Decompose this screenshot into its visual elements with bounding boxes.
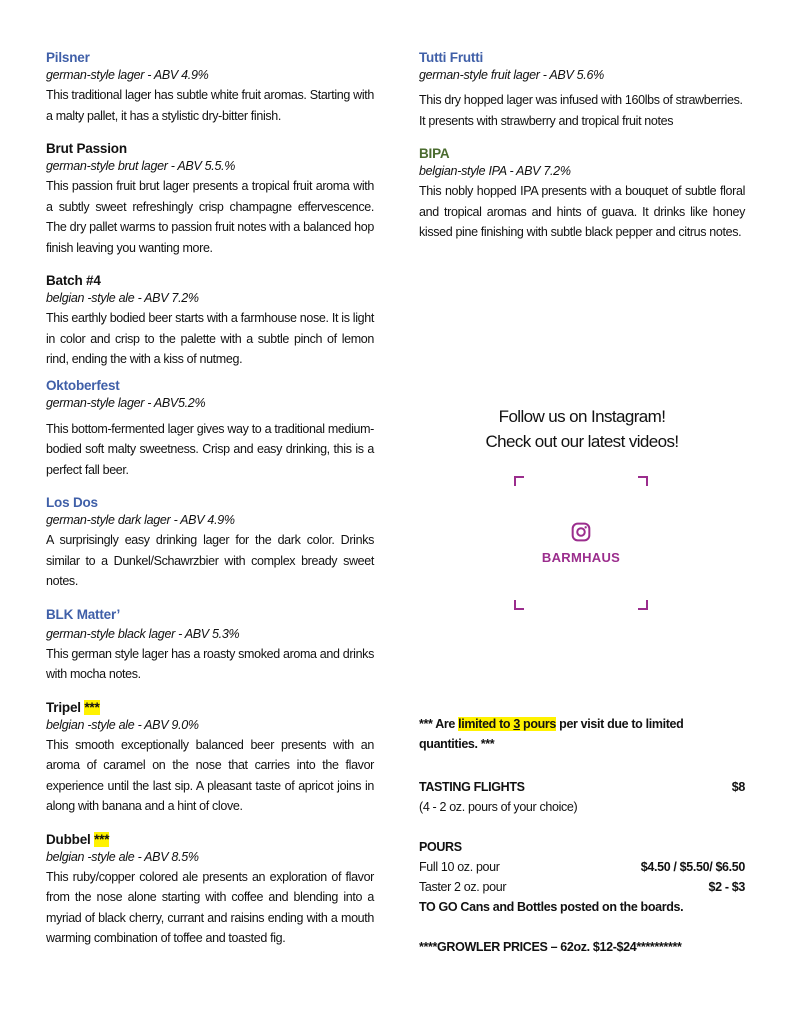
to-go-text: TO GO Cans and Bottles posted on the boards. [419,900,684,914]
beer-style: german-style lager - ABV5.2% [46,395,206,410]
taster-pour-label: Taster 2 oz. pour [419,880,507,894]
taster-pour-price: $2 - $3 [708,880,745,894]
beer-name: Tutti Frutti [419,50,484,65]
tasting-flights-section [419,777,745,817]
limited-marker: *** [84,699,100,715]
growler-prices [419,937,745,957]
left-column [46,50,374,964]
beer-style: belgian -style ale - ABV 8.5% [46,849,199,864]
frame-corner [514,476,524,486]
flights-label: TASTING FLIGHTS [419,780,525,794]
flights-sub: (4 - 2 oz. pours of your choice) [419,800,578,814]
to-go-note [419,897,745,917]
beer-entry-los-dos [46,495,374,592]
beer-entry-dubbel [46,832,374,949]
limit-note [419,714,745,754]
beer-entry-batch-4 [46,273,374,370]
beer-description: This traditional lager has subtle white fruit aromas. Starting with a malty pallet, it has a stylistic dry-bitter finish. [46,88,374,123]
full-pour-label: Full 10 oz. pour [419,860,500,874]
beer-description: This passion fruit brut lager presents a tropical fruit aroma with a subtly sweet refreshingly crisp champagne effervescence. The dry pallet warms to passion fruit notes with a balanced hop finish leaving you wanting more. [46,179,374,255]
note-highlight-b: pours [519,717,557,731]
beer-description: A surprisingly easy drinking lager for the dark color. Drinks similar to a Dunkel/Schawrzbier with complex bready sweet notes. [46,533,374,588]
beer-name: Tripel [46,699,81,715]
beer-style: german-style black lager - ABV 5.3% [46,626,240,641]
pricing-info [419,714,745,957]
beer-description: This german style lager has a roasty smoked aroma and drinks with mocha notes. [46,646,374,681]
frame-corner [638,600,648,610]
beer-name: Brut Passion [46,141,127,156]
beer-name-row [46,700,374,716]
frame-corner [514,600,524,610]
instagram-icon [571,522,591,542]
instagram-nametag[interactable] [514,476,648,610]
beer-description: This earthly bodied beer starts with a farmhouse nose. It is light in color and crisp to the palette with a subtle pinch of lemon rind, ending the with a kiss of nutmeg. [46,311,374,366]
beer-style: belgian -style ale - ABV 9.0% [46,717,199,732]
instagram-line-1: Follow us on Instagram! [498,407,666,426]
beer-style: belgian-style IPA - ABV 7.2% [419,164,571,178]
beer-name: Pilsner [46,50,90,65]
beer-style: german-style brut lager - ABV 5.5.% [46,159,236,173]
note-highlight-a: limited to [458,717,514,731]
limited-marker: *** [94,831,110,847]
beer-name: BIPA [419,146,450,161]
beer-description: This nobly hopped IPA presents with a bouquet of subtle floral and tropical aromas and hints of guava. It drinks like honey kissed pine finishing with subtle black pepper and citrus notes. [419,184,745,239]
beer-name: Oktoberfest [46,377,120,393]
pours-heading [419,837,745,857]
growler-text: ****GROWLER PRICES – 62oz. $12-$24********** [419,940,682,954]
beer-name: Los Dos [46,495,98,510]
flights-row [419,777,745,797]
beer-description: This smooth exceptionally balanced beer presents with an aroma of caramel on the nose that carries into the flavor experience until the last sip. A pleasant taste of apricot joins in along with banana and a hint of clove. [46,737,374,813]
instagram-callout [419,404,745,454]
beer-style: german-style lager - ABV 4.9% [46,68,209,82]
beer-entry-oktoberfest [46,378,374,481]
beer-description: This bottom-fermented lager gives way to a traditional medium-bodied soft malty sweetness. Crisp and easy drinking, this is a perfect fall beer. [46,421,374,477]
note-highlight [458,717,556,731]
beer-name: Dubbel [46,831,91,847]
beer-entry-tripel [46,700,374,817]
note-highlight-number: 3 [513,717,520,731]
right-column [419,50,745,258]
full-pour-row [419,857,745,877]
full-pour-price: $4.50 / $5.50/ $6.50 [640,860,745,874]
beer-style: german-style dark lager - ABV 4.9% [46,513,235,527]
beer-name: BLK Matter’ [46,606,121,622]
beer-name-row [46,832,374,848]
flights-price: $8 [731,780,745,794]
note-suffix: per visit due to limited quantities. *** [419,717,684,751]
taster-pour-row [419,877,745,897]
beer-style: german-style fruit lager - ABV 5.6% [419,68,604,82]
pours-label: POURS [419,840,462,854]
beer-entry-tutti-frutti [419,50,745,131]
pours-section [419,837,745,917]
beer-entry-bipa [419,146,745,243]
beer-name: Batch #4 [46,273,101,288]
beer-entry-pilsner [46,50,374,126]
instagram-handle: BARMHAUS [541,550,621,565]
beer-entry-brut-passion [46,141,374,258]
beer-description: This dry hopped lager was infused with 160lbs of strawberries. It presents with strawberry and tropical fruit notes [419,93,743,128]
note-prefix: *** Are [419,717,459,731]
frame-corner [638,476,648,486]
instagram-line-2: Check out our latest videos! [485,432,679,451]
beer-entry-blk-matter [46,607,374,685]
beer-style: belgian -style ale - ABV 7.2% [46,291,199,305]
beer-description: This ruby/copper colored ale presents an exploration of flavor from the nose alone starting with coffee and blending into a myriad of black cherry, currant and raisins ending with a mouth warming combination of toffee and toasted fig. [46,869,374,945]
flights-subtext [419,797,745,817]
